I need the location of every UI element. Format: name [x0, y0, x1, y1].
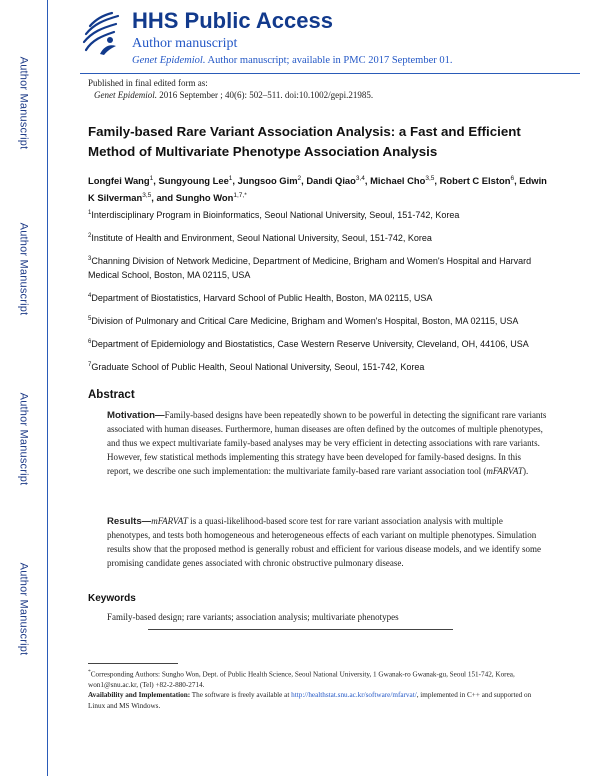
author-affiliation-mark: 6 — [510, 175, 515, 182]
availability-note: Availability and Implementation: The software is freely available at http://healthstat.snu.ac.kr/software/mfarvat/, implemented in C++ and supported on Linux and MS Windows. — [88, 691, 532, 710]
hhs-eagle-logo-icon — [80, 10, 122, 56]
article-title: Family-based Rare Variant Association Analysis: a Fast and Efficient Method of Multivariate Phenotype Association Analysis — [88, 124, 521, 159]
author-affiliation-mark: 1 — [149, 175, 154, 182]
author-list: Longfei Wang$^1$, Sungyoung Lee$^1$, Jungsoo Gim$^2$, Dandi Qiao$^{3,4}$, Michael Cho$^{3,5}$, Robert C Elston$^6$, Edwin K Silverman$^{3,5}$, and Sungho Won$^{1,7,*}$ — [88, 175, 547, 204]
keywords-divider — [148, 629, 453, 630]
software-link[interactable]: http://healthstat.snu.ac.kr/software/mfarvat/ — [291, 691, 417, 700]
affiliation: $^1$Interdisciplinary Program in Bioinformatics, Seoul National University, Seoul, 151-742, Korea — [88, 210, 460, 220]
header-divider — [80, 73, 580, 74]
affiliation: $^2$Institute of Health and Environment, Seoul National University, Seoul, 151-742, Korea — [88, 233, 432, 243]
abstract-motivation: Motivation—Family-based designs have been repeatedly shown to be powerful in detecting the significant rare variants associated with human diseases. Furthermore, human diseases are often defined by the outcomes of multiple phenotypes, and thus we expect multivariate family-based analyses may be very efficient in detecting associations with rare variants. However, few statistical methods implementing this strategy have been developed for family-based designs. In this report, we describe one such implementation: the multivariate family-based rare variant association tool (mFARVAT). — [107, 410, 547, 476]
author-name: Jungsoo Gim — [237, 175, 298, 187]
author-affiliation-mark: 3,5 — [425, 175, 435, 182]
corresponding-author-note: *Corresponding Authors: Sungho Won, Dept. of Public Health Science, Seoul National University, 1 Gwanak-ro Gwanak-gu, Seoul 151-742, Korea, won1@snu.ac.kr, (Tel) +82-2-880-2714. — [88, 669, 515, 689]
publication-info: Published in final edited form as: Genet Epidemiol. 2016 September ; 40(6): 502–511. doi:10.1002/gepi.21985. — [88, 78, 374, 100]
footnotes — [88, 667, 550, 711]
page-header — [80, 10, 580, 78]
availability-line: Genet Epidemiol. Author manuscript; available in PMC 2017 September 01. — [132, 55, 453, 66]
journal-name[interactable]: Genet Epidemiol. — [132, 55, 206, 66]
sidebar-divider — [47, 0, 48, 776]
author-manuscript-label: Author manuscript — [132, 36, 238, 51]
affiliation: $^6$Department of Epidemiology and Biostatistics, Case Western Reserve University, Cleveland, OH, 44106, USA — [88, 338, 529, 349]
author-name: Sungho Won — [175, 192, 234, 204]
sidebar-label-3: Author Manuscript — [17, 392, 30, 486]
author-affiliation-mark: 3,5 — [142, 192, 152, 200]
author-affiliation-mark: 1 — [228, 175, 233, 182]
author-name: Edwin K Silverman — [88, 175, 547, 204]
hhs-public-access-title: HHS Public Access — [132, 8, 333, 33]
affiliation: $^5$Division of Pulmonary and Critical Care Medicine, Brigham and Women's Hospital, Boston, MA 02115, USA — [88, 315, 519, 326]
affiliation: $^7$Graduate School of Public Health, Seoul National University, Seoul, 151-742, Korea — [88, 361, 425, 372]
affiliation-list — [88, 207, 548, 382]
keywords-text: Family-based design; rare variants; association analysis; multivariate phenotypes — [107, 612, 399, 622]
author-name: Dandi Qiao — [306, 175, 356, 187]
footnote-divider — [88, 663, 178, 664]
author-manuscript-sidebar — [0, 0, 46, 776]
author-name: Sungyoung Lee — [158, 175, 229, 187]
author-affiliation-mark: 3,4 — [355, 175, 365, 182]
author-name: Longfei Wang — [88, 175, 150, 187]
author-affiliation-mark: 1,7,* — [233, 192, 247, 200]
sidebar-label-2: Author Manuscript — [17, 222, 30, 316]
author-affiliation-mark: 2 — [297, 175, 302, 182]
abstract-results: Results—mFARVAT is a quasi-likelihood-based score test for rare variant association analysis with multiple phenotypes, and tests both homogeneous and heterogeneous effects of each variant on multiple phenotypes. Simulation results show that the proposed method is generally robust and efficient for various disease models, and we identify some promising candidate genes associated with chronic obstructive pulmonary disease. — [107, 516, 541, 568]
author-name: Robert C Elston — [439, 175, 511, 187]
sidebar-label-1: Author Manuscript — [17, 56, 30, 150]
keywords-heading: Keywords — [88, 593, 136, 604]
affiliation: $^4$Department of Biostatistics, Harvard School of Public Health, Boston, MA 02115, USA — [88, 292, 433, 303]
abstract-heading: Abstract — [88, 389, 135, 401]
author-name: Michael Cho — [370, 175, 426, 187]
sidebar-label-4: Author Manuscript — [17, 562, 30, 656]
affiliation: $^3$Channing Division of Network Medicine, Department of Medicine, Brigham and Women's Hospital and Harvard Medical School, Boston, MA 02115, USA — [88, 256, 532, 280]
